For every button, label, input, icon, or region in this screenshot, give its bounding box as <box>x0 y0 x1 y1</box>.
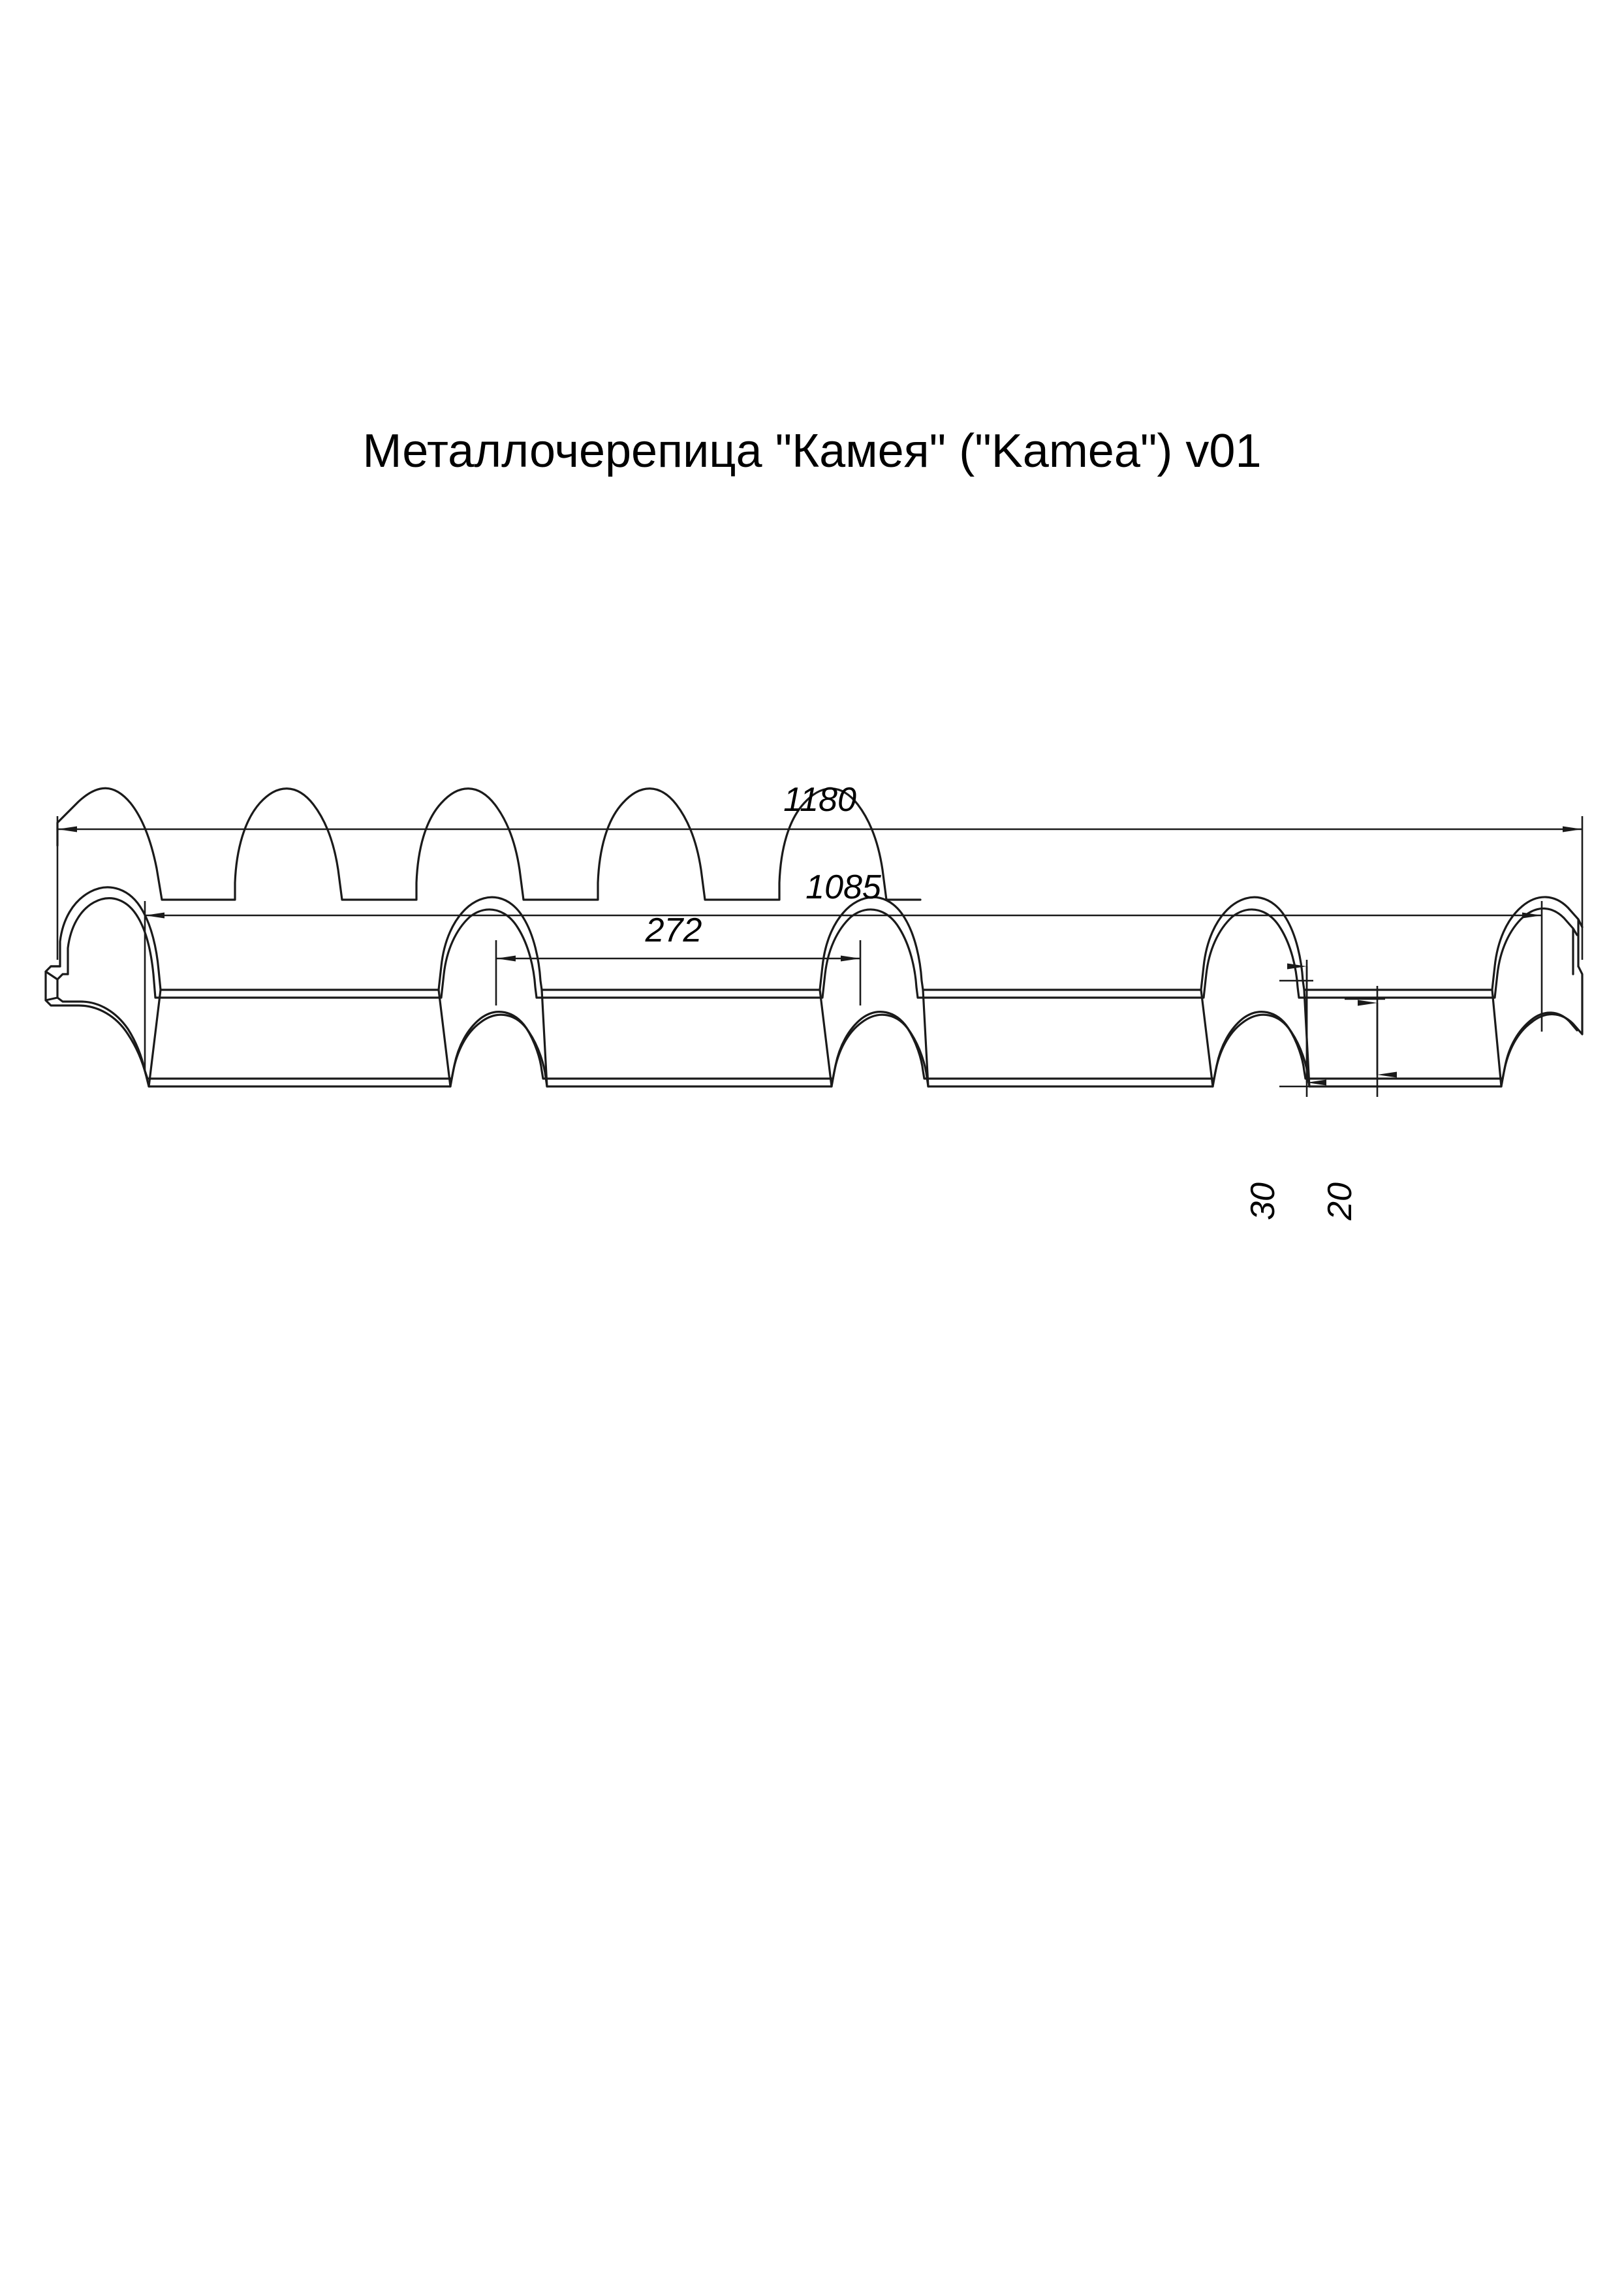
page-title: Металлочерепица "Камея" ("Kamea") v01 <box>362 425 1262 477</box>
profile-detail-lines <box>149 990 1501 1086</box>
profile-bottom-surface <box>46 966 1582 1086</box>
dim-label-total-width: 1180 <box>783 781 856 819</box>
profile-drawing <box>0 770 1624 1358</box>
dim-label-useful-width: 1085 <box>805 868 881 906</box>
dimension-layer <box>57 816 1582 1097</box>
profile-section <box>46 887 1582 1086</box>
dim-label-step-height: 20 <box>1321 1182 1359 1220</box>
dim-label-wave-pitch: 272 <box>645 911 702 949</box>
dim-label-wave-height: 30 <box>1244 1182 1282 1220</box>
